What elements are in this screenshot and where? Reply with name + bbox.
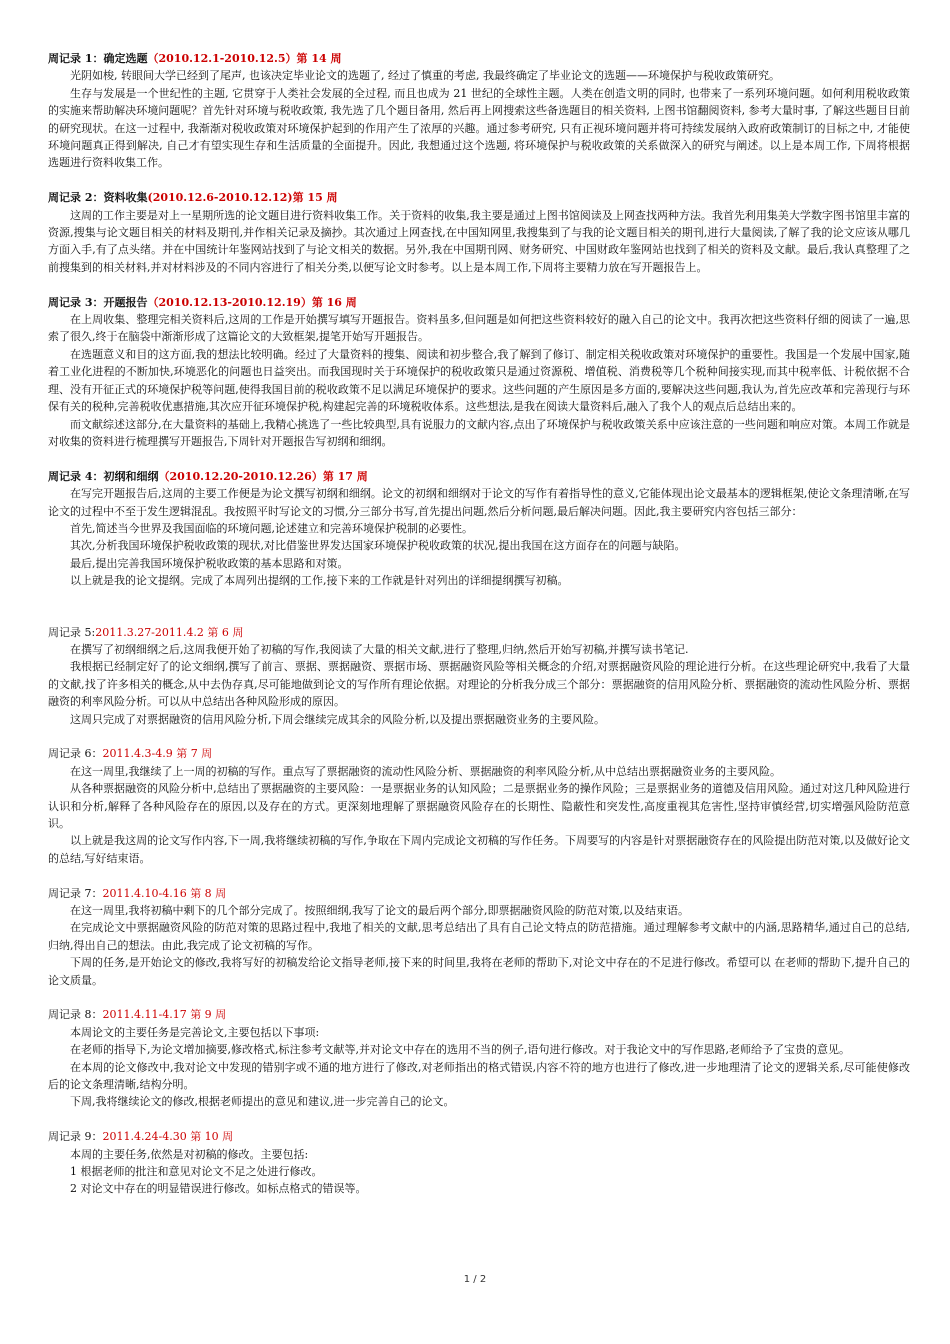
week-entry-3: [48, 294, 910, 451]
paragraph: 在老师的指导下,为论文增加摘要,修改格式,标注参考文献等,并对论文中存在的选用不当的例子,语句进行修改。对于我论文中的写作思路,老师给予了宝贵的意见。: [70, 1043, 850, 1057]
document-page: [48, 50, 910, 1198]
entry-date: 2011.4.24-4.30 第 10 周: [102, 1130, 234, 1144]
paragraph: 首先,简述当今世界及我国面临的环境问题,论述建立和完善环境保护税制的必要性。: [70, 521, 473, 535]
paragraph: 下周的任务,是开始论文的修改,我将写好的初稿发给论文指导老师,接下来的时间里,我将在老师的帮助下,对论文中存在的不足进行修改。希望可以 在老师的帮助下,提升自己的论文质量。: [48, 956, 910, 987]
entry-label: 周记录 6：: [48, 747, 103, 761]
entry-date: 2011.4.10-4.16 第 8 周: [102, 886, 227, 900]
week-entry-6: [48, 745, 910, 867]
paragraph: 下周,我将继续论文的修改,根据老师提出的意见和建议,进一步完善自己的论文。: [70, 1095, 455, 1109]
entry-label: 周记录 9：: [48, 1130, 103, 1144]
entry-date: 2011.4.3-4.9 第 7 周: [102, 747, 213, 761]
paragraph: 以上就是我的论文提纲。完成了本周列出提纲的工作,接下来的工作就是针对列出的详细提纲撰写初稿。: [70, 574, 569, 588]
paragraph: 在这一周里,我将初稿中剩下的几个部分完成了。按照细纲,我写了论文的最后两个部分,即票据融资风险的防范对策,以及结束语。: [70, 904, 689, 918]
entry-date: （2010.12.13-2010.12.19）第 16 周: [147, 295, 357, 309]
paragraph: 在本周的论文修改中,我对论文中发现的错别字或不通的地方进行了修改,对老师指出的格式错误,内容不符的地方也进行了修改,进一步地理清了论文的逻辑关系,尽可能使修改后的论文条理清晰,结构分明。: [48, 1060, 910, 1092]
paragraph: 其次,分析我国环境保护税收政策的现状,对比借鉴世界发达国家环境保护税收政策的状况,提出我国在这方面存在的问题与缺陷。: [70, 539, 686, 553]
entry-date: (2010.12.6-2010.12.12)第 15 周: [147, 191, 338, 205]
paragraph: 在撰写了初纲细纲之后,这周我便开始了初稿的写作,我阅读了大量的相关文献,进行了整理,归纳,然后开始写初稿,并撰写读书笔记.: [70, 642, 689, 656]
paragraph: 1 根据老师的批注和意见对论文不足之处进行修改。: [70, 1165, 323, 1179]
paragraph: 本周论文的主要任务是完善论文,主要包括以下事项:: [70, 1025, 320, 1039]
page-number: 1 / 2: [463, 1274, 487, 1285]
entry-label: 周记录 7：: [48, 886, 103, 900]
entry-label: 周记录 5:: [48, 625, 96, 639]
entry-date: 2011.4.11-4.17 第 9 周: [102, 1008, 227, 1022]
paragraph: 最后,提出完善我国环境保护税收政策的基本思路和对策。: [70, 556, 349, 570]
entry-title: [48, 885, 910, 902]
entry-title: [48, 624, 910, 641]
week-entry-2: [48, 189, 910, 276]
paragraph: 在完成论文中票据融资风险的防范对策的思路过程中,我地了相关的文献,思考总结出了具有自己论文特点的防范措施。通过理解参考文献中的内涵,思路精华,通过自己的总结,归纳,得出自己的想法。由此,我完成了论文初稿的写作。: [48, 921, 910, 952]
paragraph: 这周只完成了对票据融资的信用风险分析,下周会继续完成其余的风险分析,以及提出票据融资业务的主要风险。: [70, 712, 605, 726]
paragraph: 从各种票据融资的风险分析中,总结出了票据融资的主要风险：一是票据业务的认知风险；二是票据业务的操作风险；三是票据业务的道德及信用风险。通过对这几种风险进行认识和分析,解释了各种风险存在的原因,以及存在的方式。更深刻地理解了票据融资风险存在的长期性、隐蔽性和突发性,高度重视其危害性,坚持审慎经营,切实增强风险防范意识。: [48, 782, 910, 830]
paragraph: 生存与发展是一个世纪性的主题, 它贯穿于人类社会发展的全过程, 而且也成为 21 世纪的全球性主题。人类在创造文明的同时, 也带来了一系列环境问题。如何利用税收政策的实施来帮助解决环境问题呢？首先针对环境与税收政策, 我先选了几个题目备用, 然后再上网搜索这些备选题目的相关资料, 上图书馆翻阅资料, 参考大量时事, 了解这些题目目前的研究现状。在这一过程中, 我渐渐对税收政策对环境保护起到的作用产生了浓厚的兴趣。通过参考研究, 只有正视环境问题并将可持续发展纳入政府政策制订的目标之中, 才能使环境问题真正得到解决, 自己才有望实现生存和生活质量的全面提升。因此, 我想通过这个选题, 将环境保护与税收政策的关系做深入的研究与阐述。以上是本周工作, 下周将根据选题进行资料收集工作。: [48, 86, 910, 170]
entry-label: 周记录 3：开题报告: [48, 295, 148, 309]
paragraph: 以上就是我这周的论文写作内容,下一周,我将继续初稿的写作,争取在下周内完成论文初稿的写作任务。下周要写的内容是针对票据融资存在的风险提出防范对策,以及做好论文的总结,写好结束语。: [48, 834, 910, 865]
entry-title: [48, 468, 910, 485]
week-entry-7: [48, 885, 910, 989]
paragraph: 我根据已经制定好了的论文细纲,撰写了前言、票据、票据融资、票据市场、票据融资风险等相关概念的介绍,对票据融资风险的理论进行分析。在这些理论研究中,我看了大量的文献,找了许多相关的概念,从中去伪存真,尽可能地做到论文的写作所有理论依据。对理论的分析我分成三个部分：票据融资的信用风险分析、票据融资的流动性风险分析、票据融资的利率风险分析。可以从中总结出各种风险形成的原因。: [48, 660, 910, 709]
entry-title: [48, 1128, 910, 1145]
entry-label: 周记录 4：初纲和细纲: [48, 469, 159, 483]
paragraph: 而文献综述这部分,在大量资料的基础上,我精心挑选了一些比较典型,具有说服力的文献内容,点出了环境保护与税收政策关系中应该注意的一些问题和响应对策。本周工作就是对收集的资料进行梳理撰写开题报告,下周针对开题报告写初纲和细纲。: [48, 417, 910, 448]
week-entry-8: [48, 1006, 910, 1110]
paragraph: 在这一周里,我继续了上一周的初稿的写作。重点写了票据融资的流动性风险分析、票据融资的利率风险分析,从中总结出票据融资业务的主要风险。: [70, 764, 781, 778]
entry-title: [48, 50, 910, 67]
entry-title: [48, 1006, 910, 1023]
entry-label: 周记录 2：资料收集: [48, 191, 148, 205]
entry-label: 周记录 1：确定选题: [48, 52, 148, 65]
entry-date: 2011.3.27-2011.4.2 第 6 周: [95, 625, 244, 639]
entry-title: [48, 189, 910, 206]
paragraph: 在上周收集、整理完相关资料后,这周的工作是开始撰写填写开题报告。资料虽多,但问题是如何把这些资料较好的融入自己的论文中。我再次把这些资料仔细的阅读了一遍,思索了很久,终于在脑袋中渐渐形成了这篇论文的大致框架,提笔开始写开题报告。: [48, 313, 910, 344]
entry-date: （2010.12.1-2010.12.5）第 14 周: [147, 52, 342, 65]
week-entry-5: [48, 624, 910, 728]
entry-label: 周记录 8：: [48, 1008, 103, 1022]
paragraph: 本周的主要任务,依然是对初稿的修改。主要包括:: [70, 1147, 309, 1161]
paragraph: 2 对论文中存在的明显错误进行修改。如标点格式的错误等。: [70, 1182, 367, 1196]
entry-title: [48, 745, 910, 762]
paragraph: 在选题意义和目的这方面,我的想法比较明确。经过了大量资料的搜集、阅读和初步整合,我了解到了修订、制定相关税收政策对环境保护的重要性。我国是一个发展中国家,随着工业化进程的不断加快,环境恶化的问题也日益突出。而我国现时关于环境保护的税收政策只是通过资源税、增值税、消费税等几个税种间接实现,而其中税率低、计税依据不合理、没有开征正式的环境保护税等问题,使得我国目前的税收政策不足以满足环境保护的要求。这些问题的产生原因是多方面的,要解决这些问题,我认为,首先应改革和完善现行与环保有关的税种,完善税收优惠措施,其次应开征环境保护税,构建起完善的环境税收体系。这些想法,是我在阅读大量资料后,融入了我个人的观点后总结出来的。: [48, 347, 910, 414]
paragraph: 光阴如梭, 转眼间大学已经到了尾声, 也该决定毕业论文的选题了, 经过了慎重的考虑, 我最终确定了毕业论文的选题——环境保护与税收政策研究。: [70, 69, 780, 83]
week-entry-1: [48, 50, 910, 172]
week-entry-9: [48, 1128, 910, 1198]
paragraph: 这周的工作主要是对上一星期所选的论文题目进行资料收集工作。关于资料的收集,我主要是通过上图书馆阅读及上网查找两种方法。我首先利用集美大学数字图书馆里丰富的资源,搜集与论文题目相关的材料及期刊,并作相关记录及摘抄。其次通过上网查找,在中国知网里,我搜集到了与我的论文题目相关的期刊,进行大量阅读,了解了我的论文应该从哪几方面入手,有了点头绪。并在中国统计年鉴网站找到了与论文相关的数据。另外,我在中国期刊网、财务研究、中国财政年鉴网站也找到了相关的资料及文献。最后,我认真整理了之前搜集到的相关材料,并对材料涉及的不同内容进行了相关分类,以便写论文时参考。以上是本周工作,下周将主要精力放在写开题报告上。: [48, 208, 910, 274]
paragraph: 在写完开题报告后,这周的主要工作便是为论文撰写初纲和细纲。论文的初纲和细纲对于论文的写作有着指导性的意义,它能体现出论文最基本的逻辑框架,使论文条理清晰,在写论文的过程中不至于发生逻辑混乱。我按照平时写论文的习惯,分三部分书写,首先提出问题,然后分析问题,最后解决问题。因此,我主要研究内容包括三部分：: [48, 487, 910, 518]
week-entry-4: [48, 468, 910, 590]
entry-title: [48, 294, 910, 311]
entry-date: （2010.12.20-2010.12.26）第 17 周: [158, 469, 368, 483]
